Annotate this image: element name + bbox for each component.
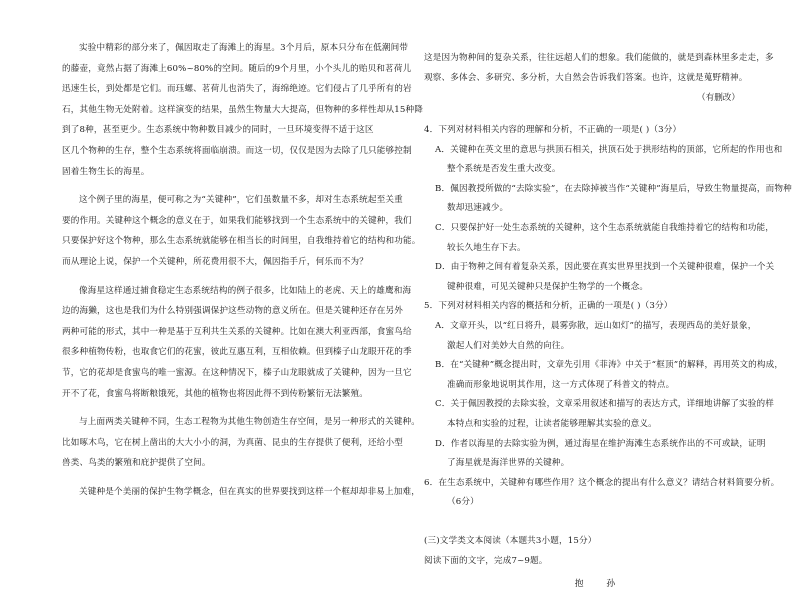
- left-column: [62, 38, 423, 502]
- option-c: C．关于佩因教授的去除实验，文章采用叙述和描写的表达方式，详细地讲解了实验的样: [435, 399, 774, 410]
- text-line: 这个例子里的海星，便可称之为“关键种”，它们虽数量不多，却对生态系统起至关重: [79, 195, 403, 206]
- text-line: 实验中精彩的部分来了，佩因取走了海滩上的海星。3个月后，原本只分布在低潮间带: [79, 43, 409, 53]
- option-d-cont: 了海星就是海洋世界的关键种。: [447, 458, 570, 469]
- text-line: 关键种是个美丽的保护生物学概念，但在真实的世界要找到这样一个框却却非易上加难，: [79, 486, 421, 497]
- text-line: 节，它的花却是食蜜鸟的唯一蜜源。在这种情况下，榛子山龙眼就成了关键种，因为一旦它: [62, 367, 412, 378]
- option-c-cont: 较长久地生存下去。: [447, 242, 526, 253]
- question-stem: 5．下列对材料相关内容的概括和分析，正确的一项是( )（3分）: [424, 301, 673, 312]
- text-line: 的藤壶，竟然占据了海滩上60%~80%的空间。随后的9个月里，小个头儿的贻贝和茗荷儿: [62, 63, 412, 74]
- text-line: 兽类、鸟类的繁殖和庇护提供了空间。: [62, 458, 211, 469]
- option-a-cont: 激起人们对美妙大自然的向往。: [447, 340, 570, 351]
- question-score: （6分）: [447, 497, 479, 508]
- question-stem: 4．下列对材料相关内容的理解和分析，不正确的一项是( )（3分）: [424, 125, 682, 135]
- text-line: 到了8种，甚至更少。生态系统中物种数目减少的同时，一旦环境变得不适于这区: [62, 125, 374, 136]
- text-line: 这是因为物种间的复杂关系，往往远超人们的想象。我们能做的，就是到森林里多走走，多: [424, 53, 774, 63]
- text-line: 开不了花，食蜜鸟将断粮饿死，其他的植物也将因此得不到传粉繁衍无法繁殖。: [62, 388, 369, 399]
- text-line: 与上面两类关键种不同，生态工程物为其他生物创造生存空间，是另一种形式的关键种。: [79, 417, 421, 428]
- option-c: C．只要保护好一处生态系统的关键种，这个生态系统就能自我维持着它的结构和功能，: [435, 222, 774, 233]
- text-line: 而从理论上说，保护一个关键种，所花费用很不大，佩因指手斤，何乐而不为？: [62, 256, 369, 267]
- text-line: 比如啄木鸟，它在树上凿出的大大小小的洞，为真菌、昆虫的生存提供了便利，还给小型: [62, 437, 404, 448]
- option-b: B．佩因教授所做的“去除实验”，在去除掉被当作“关键种”海星后，导致生物量提高，而物种: [435, 183, 792, 194]
- paragraph-continuation: [424, 48, 774, 88]
- option-a: A．关键种在英文里的意思与拱顶石相关，拱顶石处于拱形结构的顶部，它所起的作用也和: [435, 144, 783, 155]
- option-b-cont: 数却迅速减少。: [447, 203, 509, 214]
- right-column: [424, 48, 792, 594]
- source-note: （有删改）: [697, 93, 740, 103]
- option-d: D．由于物种之间有着复杂关系，因此要在真实世界里找到一个关键种很难，保护一个关: [435, 262, 775, 273]
- text-line: 很多种植物传粉，也取食它们的花蜜，彼此互惠互利，互相依赖。但到榛子山龙眼开花的季: [62, 347, 412, 358]
- question-4: [424, 121, 792, 297]
- section-3: [424, 531, 752, 594]
- paragraph-1: [62, 38, 423, 182]
- option-b: B．在“关键种”概念提出时，文章先引用《菲涛》中关于“框顶”的解释，再用英文的构成，: [435, 360, 784, 371]
- option-a: A．文章开头，以“红日将升，晨雾弥散，远山如灯”的描写，表现西岛的美好景象，: [435, 320, 757, 331]
- story-title: 抱 孙: [574, 579, 626, 590]
- option-d-cont: 键种很难，可见关键种只是保护生物学的一个概念。: [447, 281, 649, 292]
- text-line: 两种可能的形式，其中一种是基于互利共生关系的关键种。比如在澳大利亚西部，食蜜鸟给: [62, 326, 412, 337]
- section-instruction: 阅读下面的文字，完成7~9题。: [424, 556, 548, 567]
- text-line: 要的作用。关键种这个概念的意义在于，如果我们能够找到一个生态系统中的关键种，我们: [62, 215, 412, 226]
- paragraph-5: [62, 482, 421, 503]
- text-line: 石，其他生物无处附着。这样演变的结果，虽然生物量大大提高，但物种的多样性却从15种降: [62, 104, 423, 115]
- paragraph-3: [62, 281, 412, 405]
- text-line: 固着生物生长的海星。: [62, 166, 150, 177]
- question-5: [424, 297, 784, 473]
- option-b-cont: 准确而形象地说明其作用，这一方式体现了科普文的特点。: [447, 379, 675, 390]
- paragraph-4: [62, 412, 421, 474]
- option-a-cont: 整个系统是否发生重大改变。: [447, 164, 561, 175]
- question-6: [424, 474, 780, 513]
- paragraph-2: [62, 190, 421, 272]
- text-line: 区几个物种的生存，整个生态系统将面临崩溃。而这一切，仅仅是因为去除了几只能够控制: [62, 145, 412, 156]
- text-line: 观察、多体会、多研究、多分析，大自然会告诉我们答案。也许，这就是蒐野精神。: [424, 73, 748, 83]
- text-line: 边的海獭，这也是我们为什么特别强调保护这些动物的意义所在。但是关键种还存在另外: [62, 306, 404, 317]
- section-header: (三)文学类文本阅读（本题共3小题，15分）: [424, 535, 597, 546]
- text-line: 只要保护好这个物种，那么生态系统就能够在相当长的时间里，自我维持着它的结构和功能。: [62, 236, 421, 247]
- question-stem: 6．在生态系统中，关键种有哪些作用？这个概念的提出有什么意义？请结合材料简要分析。: [424, 477, 780, 488]
- option-d: D．作者以海星的去除实验为例，通过海星在维护海滩生态系统作出的不可或缺，证明: [435, 438, 766, 449]
- text-line: 像海星这样通过捕食稳定生态系统结构的例子很多，比如陆上的老虎、天上的雄鹰和海: [79, 285, 412, 296]
- text-line: 迅速生长，到处都是它们。而珏螺、茗荷儿也消失了，海绵绝迹。它们侵占了几乎所有的岩: [62, 84, 412, 95]
- option-c-cont: 本特点和实验的过程，让读者能够理解其实验的意义。: [447, 418, 657, 429]
